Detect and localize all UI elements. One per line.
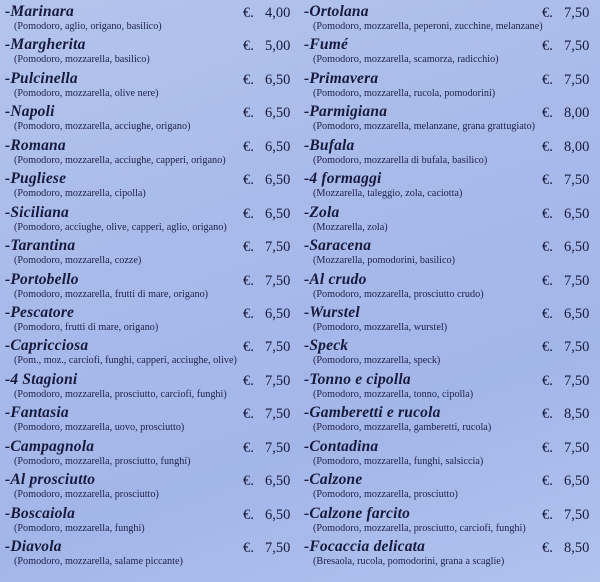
currency-label: €. bbox=[243, 506, 254, 523]
menu-item bbox=[0, 136, 296, 169]
pizza-name: -Boscaiola bbox=[5, 504, 76, 522]
pizza-price: 6,50 bbox=[564, 305, 590, 322]
pizza-price: 7,50 bbox=[265, 439, 291, 456]
pizza-ingredients: (Pomodoro, mozzarella, prosciutto, carciofi, funghi) bbox=[313, 522, 526, 534]
pizza-price: 6,50 bbox=[265, 506, 291, 523]
currency-label: €. bbox=[542, 38, 553, 55]
pizza-ingredients: (Pomodoro, mozzarella, uovo, prosciutto) bbox=[14, 422, 185, 434]
menu-item bbox=[0, 69, 296, 102]
pizza-name: -Parmigiana bbox=[304, 103, 388, 121]
currency-label: €. bbox=[542, 439, 553, 456]
currency-label: €. bbox=[542, 339, 553, 356]
pizza-ingredients: (Pomodoro, mozzarella, prosciutto, carciofi, funghi) bbox=[14, 388, 227, 400]
pizza-price: 6,50 bbox=[564, 239, 590, 256]
pizza-name: -Primavera bbox=[304, 69, 379, 87]
pizza-price: 7,50 bbox=[265, 540, 291, 556]
pizza-name: -Napoli bbox=[5, 103, 55, 121]
pizza-name: -Tarantina bbox=[5, 237, 76, 255]
menu-item bbox=[299, 504, 595, 537]
pizza-ingredients: (Pomodoro, mozzarella, prosciutto, funghi) bbox=[14, 455, 191, 467]
pizza-name: -Campagnola bbox=[5, 437, 95, 455]
currency-label: €. bbox=[542, 105, 553, 122]
pizza-ingredients: (Mozzarella, zola) bbox=[313, 221, 388, 233]
pizza-ingredients: (Pomodoro, frutti di mare, origano) bbox=[14, 321, 159, 333]
currency-label: €. bbox=[243, 239, 254, 256]
currency-label: €. bbox=[542, 272, 553, 289]
currency-label: €. bbox=[542, 473, 553, 490]
pizza-price: 7,50 bbox=[265, 372, 291, 389]
menu-column-left bbox=[0, 2, 296, 570]
currency-label: €. bbox=[243, 71, 254, 88]
menu-item bbox=[299, 470, 595, 503]
currency-label: €. bbox=[542, 540, 553, 556]
menu-column-right bbox=[299, 2, 595, 570]
pizza-ingredients: (Mozzarella, taleggio, zola, caciotta) bbox=[313, 188, 463, 200]
pizza-price: 6,50 bbox=[265, 105, 291, 122]
menu-item bbox=[299, 2, 595, 35]
menu-item bbox=[0, 470, 296, 503]
menu-item bbox=[299, 270, 595, 303]
pizza-name: -Pugliese bbox=[5, 170, 67, 188]
pizza-name: -Gamberetti e rucola bbox=[304, 404, 441, 422]
pizza-name: -Tonno e cipolla bbox=[304, 370, 411, 388]
pizza-name: -Calzone farcito bbox=[304, 504, 411, 522]
pizza-price: 6,50 bbox=[564, 473, 590, 490]
pizza-ingredients: (Pomodoro, mozzarella, rucola, pomodorini) bbox=[313, 87, 496, 99]
menu-item bbox=[0, 303, 296, 336]
pizza-name: -Bufala bbox=[304, 136, 355, 154]
pizza-name: -Fantasia bbox=[5, 404, 69, 422]
menu-item bbox=[299, 537, 595, 570]
menu-item bbox=[299, 102, 595, 135]
currency-label: €. bbox=[243, 138, 254, 155]
pizza-price: 8,00 bbox=[564, 105, 590, 122]
pizza-name: -Fumé bbox=[304, 36, 349, 54]
currency-label: €. bbox=[243, 372, 254, 389]
menu-item bbox=[0, 537, 296, 570]
pizza-name: -Contadina bbox=[304, 437, 379, 455]
pizza-name: -Portobello bbox=[5, 270, 79, 288]
currency-label: €. bbox=[542, 138, 553, 155]
pizza-price: 6,50 bbox=[564, 205, 590, 222]
pizza-name: -Wurstel bbox=[304, 303, 360, 321]
pizza-ingredients: (Pomodoro, mozzarella, acciughe, origano) bbox=[14, 121, 191, 133]
pizza-ingredients: (Pomodoro, mozzarella, acciughe, capperi, origano) bbox=[14, 154, 226, 166]
pizza-price: 6,50 bbox=[265, 172, 291, 189]
pizza-price: 8,50 bbox=[564, 540, 590, 556]
pizza-price: 7,50 bbox=[265, 239, 291, 256]
pizza-name: -Al crudo bbox=[304, 270, 367, 288]
currency-label: €. bbox=[542, 239, 553, 256]
pizza-price: 7,50 bbox=[564, 71, 590, 88]
menu-item bbox=[0, 102, 296, 135]
pizza-name: -Ortolana bbox=[304, 3, 369, 20]
pizza-name: -Speck bbox=[304, 337, 349, 355]
menu-item bbox=[299, 370, 595, 403]
pizza-ingredients: (Pomodoro, mozzarella, basilico) bbox=[14, 54, 150, 66]
pizza-price: 8,50 bbox=[564, 406, 590, 423]
currency-label: €. bbox=[243, 406, 254, 423]
currency-label: €. bbox=[243, 540, 254, 556]
pizza-price: 7,50 bbox=[564, 372, 590, 389]
pizza-name: -Saracena bbox=[304, 237, 372, 255]
menu-item bbox=[0, 437, 296, 470]
menu-item bbox=[0, 2, 296, 35]
pizza-price: 7,50 bbox=[564, 506, 590, 523]
pizza-ingredients: (Pomodoro, acciughe, olive, capperi, aglio, origano) bbox=[14, 221, 227, 233]
currency-label: €. bbox=[243, 105, 254, 122]
pizza-ingredients: (Pomodoro, mozzarella, olive nere) bbox=[14, 87, 159, 99]
menu-item bbox=[299, 69, 595, 102]
pizza-name: -Margherita bbox=[5, 36, 86, 54]
currency-label: €. bbox=[243, 172, 254, 189]
pizza-price: 7,50 bbox=[265, 272, 291, 289]
pizza-name: -Zola bbox=[304, 203, 340, 221]
pizza-name: -Pescatore bbox=[5, 303, 75, 321]
pizza-ingredients: (Bresaola, rucola, pomodorini, grana a scaglie) bbox=[313, 556, 505, 567]
pizza-name: -Pulcinella bbox=[5, 69, 78, 87]
pizza-ingredients: (Pomodoro, mozzarella, prosciutto) bbox=[14, 489, 159, 501]
pizza-price: 6,50 bbox=[265, 473, 291, 490]
currency-label: €. bbox=[243, 305, 254, 322]
menu-item bbox=[0, 336, 296, 369]
menu-item bbox=[0, 203, 296, 236]
pizza-price: 5,00 bbox=[265, 38, 291, 55]
pizza-price: 7,50 bbox=[265, 406, 291, 423]
menu-item bbox=[0, 169, 296, 202]
pizza-ingredients: (Pomodoro, mozzarella, wurstel) bbox=[313, 321, 448, 333]
menu-item bbox=[299, 203, 595, 236]
currency-label: €. bbox=[542, 506, 553, 523]
pizza-name: -Calzone bbox=[304, 471, 363, 489]
pizza-name: -4 formaggi bbox=[304, 170, 382, 188]
pizza-ingredients: (Pomodoro, mozzarella di bufala, basilico) bbox=[313, 154, 488, 166]
currency-label: €. bbox=[243, 339, 254, 356]
pizza-name: -Siciliana bbox=[5, 203, 70, 221]
currency-label: €. bbox=[542, 205, 553, 222]
pizza-name: -4 Stagioni bbox=[5, 370, 78, 388]
pizza-name: -Capricciosa bbox=[5, 337, 89, 355]
menu-item bbox=[299, 303, 595, 336]
pizza-price: 7,50 bbox=[564, 339, 590, 356]
pizza-price: 7,50 bbox=[564, 172, 590, 189]
menu-item bbox=[299, 136, 595, 169]
pizza-ingredients: (Pomodoro, mozzarella, cozze) bbox=[14, 255, 142, 267]
pizza-ingredients: (Pomodoro, mozzarella, cipolla) bbox=[14, 188, 146, 200]
pizza-ingredients: (Pomodoro, mozzarella, tonno, cipolla) bbox=[313, 388, 474, 400]
menu-item bbox=[0, 35, 296, 68]
pizza-ingredients: (Pomodoro, mozzarella, frutti di mare, origano) bbox=[14, 288, 209, 300]
menu-item bbox=[0, 370, 296, 403]
menu-item bbox=[299, 236, 595, 269]
currency-label: €. bbox=[542, 305, 553, 322]
menu-item bbox=[299, 403, 595, 436]
pizza-price: 7,50 bbox=[564, 5, 590, 21]
pizza-ingredients: (Pomodoro, mozzarella, funghi, salsiccia) bbox=[313, 455, 484, 467]
menu-item bbox=[0, 504, 296, 537]
pizza-price: 7,50 bbox=[564, 38, 590, 55]
menu-item bbox=[0, 236, 296, 269]
pizza-price: 7,50 bbox=[564, 272, 590, 289]
pizza-price: 6,50 bbox=[265, 138, 291, 155]
currency-label: €. bbox=[243, 439, 254, 456]
pizza-price: 6,50 bbox=[265, 205, 291, 222]
pizza-ingredients: (Pomodoro, mozzarella, gamberetti, rucola) bbox=[313, 422, 492, 434]
currency-label: €. bbox=[542, 372, 553, 389]
pizza-ingredients: (Pomodoro, mozzarella, melanzane, grana grattugiato) bbox=[313, 121, 536, 133]
pizza-ingredients: (Pomodoro, mozzarella, funghi) bbox=[14, 522, 145, 534]
currency-label: €. bbox=[243, 205, 254, 222]
menu-item bbox=[299, 437, 595, 470]
currency-label: €. bbox=[243, 38, 254, 55]
pizza-name: -Diavola bbox=[5, 538, 62, 555]
menu-item bbox=[299, 336, 595, 369]
pizza-ingredients: (Pomodoro, aglio, origano, basilico) bbox=[14, 21, 162, 32]
currency-label: €. bbox=[243, 5, 254, 21]
pizza-name: -Al prosciutto bbox=[5, 471, 96, 489]
pizza-price: 7,50 bbox=[564, 439, 590, 456]
pizza-price: 4,00 bbox=[265, 5, 291, 21]
pizza-price: 6,50 bbox=[265, 305, 291, 322]
pizza-price: 7,50 bbox=[265, 339, 291, 356]
pizza-ingredients: (Pomodoro, mozzarella, peperoni, zucchine, melanzane) bbox=[313, 21, 543, 32]
pizza-ingredients: (Pom., moz., carciofi, funghi, capperi, acciughe, olive) bbox=[14, 355, 237, 367]
menu-item bbox=[299, 35, 595, 68]
pizza-ingredients: (Mozzarella, pomodorini, basilico) bbox=[313, 255, 456, 267]
currency-label: €. bbox=[542, 5, 553, 21]
pizza-name: -Focaccia delicata bbox=[304, 538, 426, 555]
pizza-ingredients: (Pomodoro, mozzarella, prosciutto) bbox=[313, 489, 458, 501]
menu-item bbox=[0, 403, 296, 436]
pizza-name: -Romana bbox=[5, 136, 66, 154]
currency-label: €. bbox=[243, 272, 254, 289]
menu-item bbox=[299, 169, 595, 202]
currency-label: €. bbox=[542, 172, 553, 189]
pizza-ingredients: (Pomodoro, mozzarella, speck) bbox=[313, 355, 441, 367]
currency-label: €. bbox=[243, 473, 254, 490]
pizza-price: 8,00 bbox=[564, 138, 590, 155]
pizza-ingredients: (Pomodoro, mozzarella, prosciutto crudo) bbox=[313, 288, 484, 300]
pizza-price: 6,50 bbox=[265, 71, 291, 88]
pizza-name: -Marinara bbox=[5, 3, 74, 20]
pizza-ingredients: (Pomodoro, mozzarella, scamorza, radicchio) bbox=[313, 54, 499, 66]
menu-item bbox=[0, 270, 296, 303]
currency-label: €. bbox=[542, 406, 553, 423]
currency-label: €. bbox=[542, 71, 553, 88]
pizza-ingredients: (Pomodoro, mozzarella, salame piccante) bbox=[14, 556, 183, 567]
